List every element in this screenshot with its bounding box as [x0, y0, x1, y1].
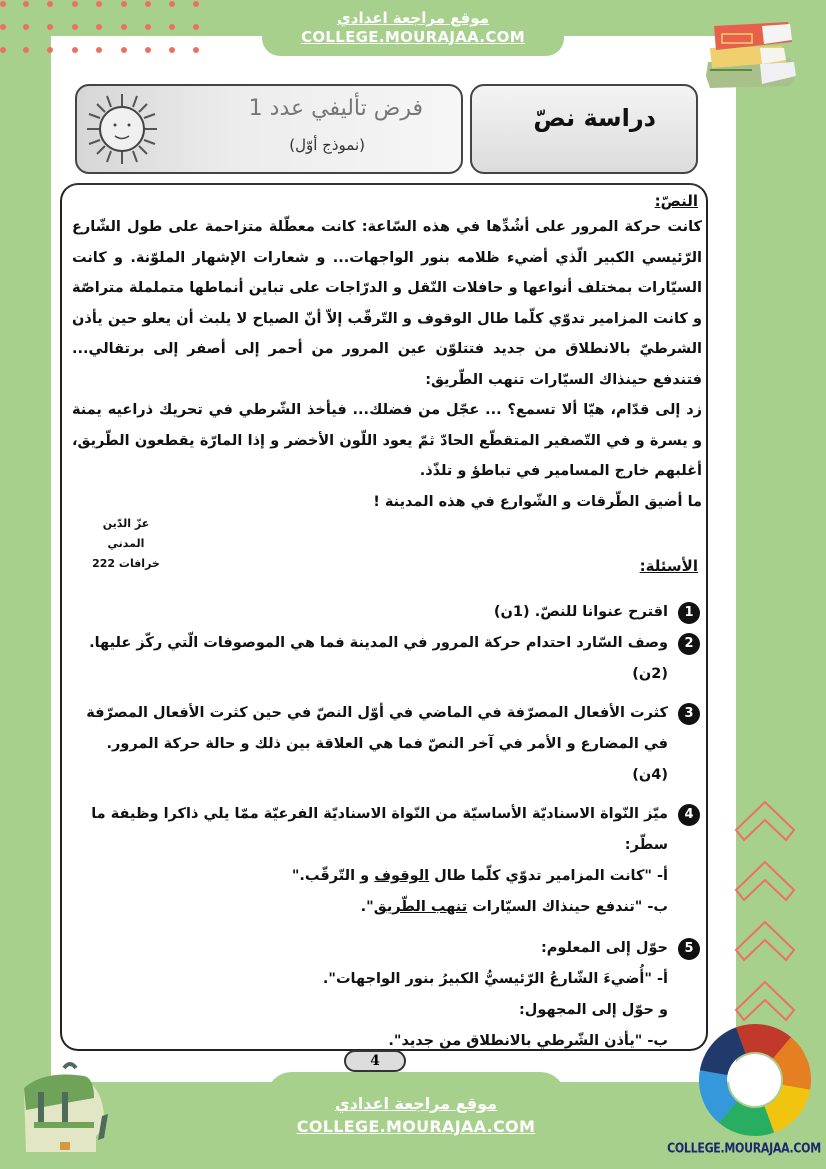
- question-5-mid-instruction: و حوّل إلى المجهول:: [519, 1002, 668, 1018]
- logo-url-text[interactable]: COLLEGE.MOURAJAA.COM: [667, 1140, 821, 1157]
- question-number-badge: 3: [678, 703, 700, 725]
- item-a-suffix: و التّرقّب.": [291, 868, 375, 884]
- top-watermark-arabic[interactable]: موقع مراجعة اعدادي: [337, 9, 489, 27]
- question-5-item-a: أ- "أُضيءَ الشّارعُ الرّئيسيُّ الكبيرُ بنور الواجهات".: [322, 971, 668, 987]
- books-icon: [700, 12, 800, 94]
- question-text: اقترح عنوانا للنصّ. (1ن): [493, 604, 668, 620]
- bottom-watermark-url[interactable]: COLLEGE.MOURAJAA.COM: [296, 1117, 536, 1136]
- top-watermark-url[interactable]: COLLEGE.MOURAJAA.COM: [301, 28, 525, 46]
- question-2: [72, 628, 702, 690]
- bottom-watermark-arabic[interactable]: موقع مراجعة اعدادي: [334, 1094, 498, 1113]
- question-text: كثرت الأفعال المصرّفة في الماضي في أوّل النصّ في حين كثرت الأفعال المصرّفة في المضارع و الأمر في آخر النصّ فما هي العلاقة بين ذلك و حالة حركة المرور. (4ن): [86, 705, 668, 783]
- section-title-box: [470, 84, 698, 174]
- question-4-item-b: [72, 892, 668, 923]
- item-a-prefix: أ- "كانت المزامير تدوّي كلّما طال: [429, 868, 668, 884]
- section-title: دراسة نصّ: [533, 104, 656, 132]
- question-3: [72, 698, 702, 791]
- backpack-icon: [14, 1058, 114, 1158]
- text-passage: [72, 212, 702, 517]
- question-text: حوّل إلى المعلوم:: [540, 940, 668, 956]
- questions-label: الأسئلة:: [639, 557, 698, 575]
- exam-content: [72, 192, 702, 1057]
- passage-paragraph-1: كانت حركة المرور على أشُدِّها في هذه السّاعة: كانت معطّلة متزاحمة على طول الشّارع الرّئيسي الكبير الّذي أضيء ظلامه بنور الواجهات... و شعارات الإشهار الملوّنة. و كانت السيّارات بمختلف أنواعها و حافلات النّقل و الدرّاجات على تباين أنماطها متململة متراصّة و كانت المزامير تدوّي كلّما طال الوقوف و التّرقّب إلاّ أنّ الصياح لا يلبث أن يعلو حين يأذن الشرطيّ بالانطلاق من جديد فتتلوّن عين المرور من أحمر إلى أصفر إلى برتقالي... فتندفع حينذاك السيّارات تنهب الطّريق:: [72, 219, 702, 388]
- passage-paragraph-3: ما أضيق الطّرقات و الشّوارع في هذه المدينة !: [373, 493, 702, 510]
- question-4: [72, 799, 702, 923]
- site-logo-icon[interactable]: [694, 1022, 816, 1138]
- question-number-badge: 1: [678, 602, 700, 624]
- exam-title: فرض تأليفي عدد 1: [248, 96, 423, 121]
- item-b-suffix: ".: [360, 899, 374, 915]
- exam-title-box: [75, 84, 463, 174]
- bottom-watermark-banner[interactable]: [266, 1072, 566, 1169]
- question-number-badge: 4: [678, 804, 700, 826]
- question-5: [72, 933, 702, 1057]
- sun-icon: [85, 92, 159, 166]
- source-name: خرافات 222: [92, 557, 160, 570]
- item-b-underlined: تنهب الطّريق: [373, 899, 468, 915]
- top-watermark-banner[interactable]: [262, 0, 564, 56]
- text-label: النصّ:: [654, 192, 698, 210]
- question-4-item-a: [72, 861, 668, 892]
- question-5-item-b: ب- "يأذن الشّرطي بالانطلاق من جديد".: [388, 1033, 668, 1049]
- item-b-prefix: ب- "تندفع حينذاك السيّارات: [467, 899, 668, 915]
- item-a-underlined: الوقوف: [374, 868, 430, 884]
- question-number-badge: 5: [678, 938, 700, 960]
- source-attribution: [86, 514, 166, 574]
- question-text: ميّز النّواة الاسناديّة الأساسيّة من النّواة الاسناديّة الفرعيّة ممّا يلي ذاكرا وظيفة ما سطّر:: [91, 806, 668, 853]
- passage-paragraph-2: زد إلى قدّام، هيّا ألا تسمع؟ ... عجّل من فضلك... فيأخذ الشّرطي في تحريك ذراعيه يمنة و يسرة و في التّصفير المتقطّع الحادّ ثمّ يعود اللّون الأخضر و إذا المارّة يقطعون الطّريق، أغلبهم خارج المسامير في تباطؤ و تلذّذ.: [72, 402, 702, 479]
- page-number: 4: [344, 1050, 406, 1072]
- chevron-up-icons: [732, 790, 798, 1040]
- author-name: عزّ الدّين المدني: [102, 517, 150, 550]
- question-number-badge: 2: [678, 633, 700, 655]
- left-green-band: [0, 36, 51, 1082]
- exam-subtitle: (نموذج أوّل): [289, 136, 365, 154]
- question-1: [72, 597, 702, 628]
- question-text: وصف السّارد احتدام حركة المرور في المدينة فما هي الموصوفات الّتي ركّز عليها. (2ن): [89, 635, 668, 682]
- dots-decoration: [0, 0, 210, 60]
